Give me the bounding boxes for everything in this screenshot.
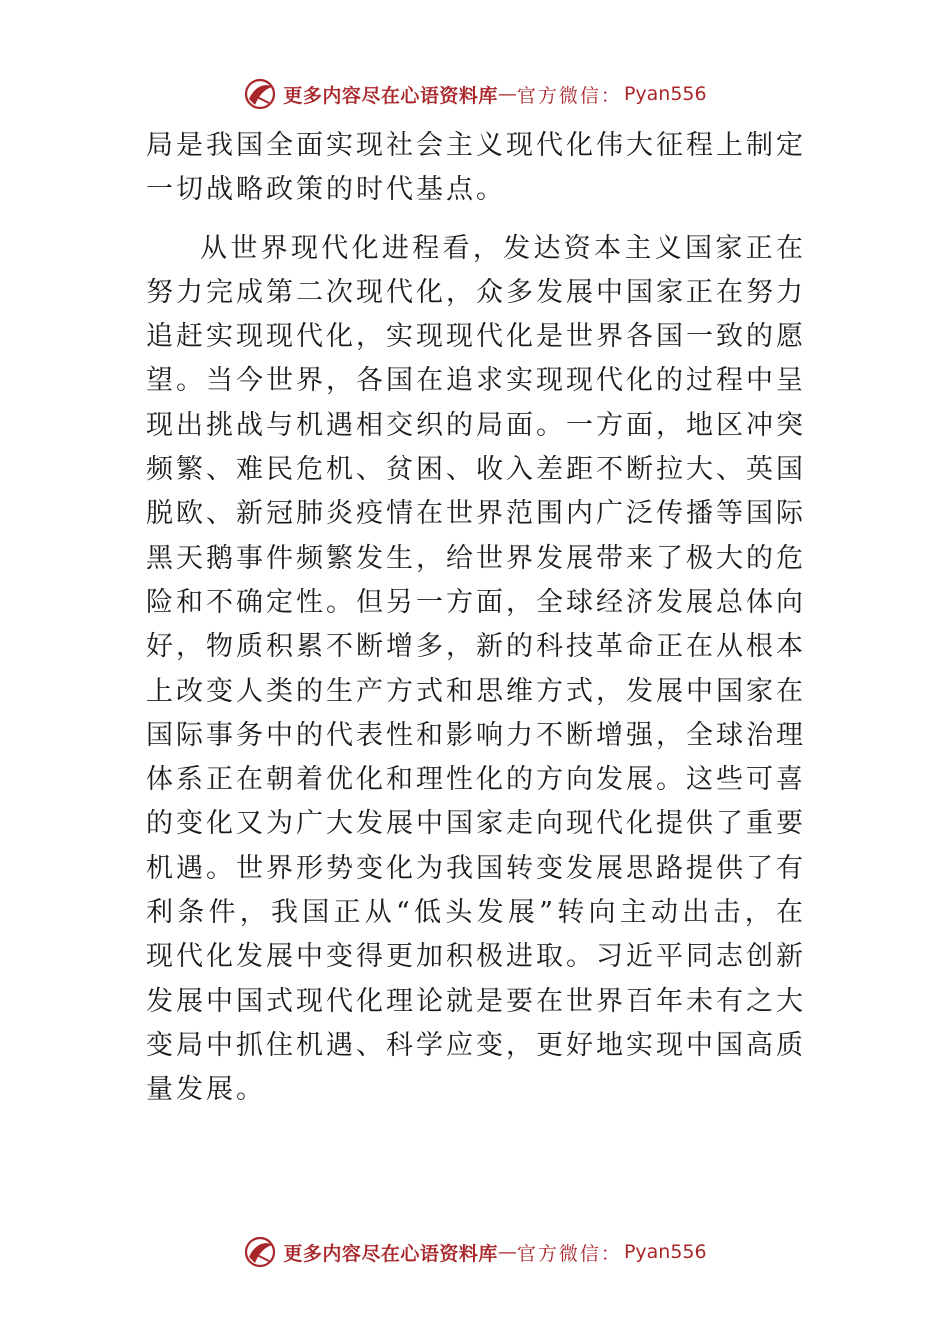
- paragraph-modernization: 从世界现代化进程看，发达资本主义国家正在努力完成第二次现代化，众多发展中国家正在努力追赶实现现代化，实现现代化是世界各国一致的愿望。当今世界，各国在追求实现现代化的过程中呈现出挑战与机遇相交织的局面。一方面，地区冲突频繁、难民危机、贫困、收入差距不断拉大、英国脱欧、新冠肺炎疫情在世界范围内广泛传播等国际黑天鹅事件频繁发生，给世界发展带来了极大的危险和不确定性。但另一方面，全球经济发展总体向好，物质积累不断增多，新的科技革命正在从根本上改变人类的生产方式和思维方式，发展中国家在国际事务中的代表性和影响力不断增强，全球治理体系正在朝着优化和理性化的方向发展。这些可喜的变化又为广大发展中国家走向现代化提供了重要机遇。世界形势变化为我国转变发展思路提供了有利条件，我国正从“低头发展”转向主动出击，在现代化发展中变得更加积极进取。习近平同志创新发展中国式现代化理论就是要在世界百年未有之大变局中抓住机遇、科学应变，更好地实现中国高质量发展。: [146, 232, 806, 1106]
- footer-wechat-id: Pyan556: [623, 1241, 707, 1263]
- brand-logo-icon: [243, 77, 277, 111]
- header-brand-text: 更多内容尽在心语资料库: [283, 84, 498, 107]
- footer-separator: —: [497, 1241, 517, 1263]
- paragraph-continued: 局是我国全面实现社会主义现代化伟大征程上制定一切战略政策的时代基点。: [146, 130, 806, 206]
- footer-wechat-label: 官方微信：: [516, 1242, 622, 1265]
- footer-brand-logo-icon: [243, 1235, 277, 1269]
- document-body: [146, 124, 806, 1113]
- header-banner: [0, 74, 950, 114]
- footer-banner: [0, 1232, 950, 1272]
- footer-brand-text: 更多内容尽在心语资料库: [283, 1242, 498, 1265]
- header-separator: —: [497, 83, 517, 105]
- header-wechat-label: 官方微信：: [516, 84, 622, 107]
- header-wechat-id: Pyan556: [623, 83, 707, 105]
